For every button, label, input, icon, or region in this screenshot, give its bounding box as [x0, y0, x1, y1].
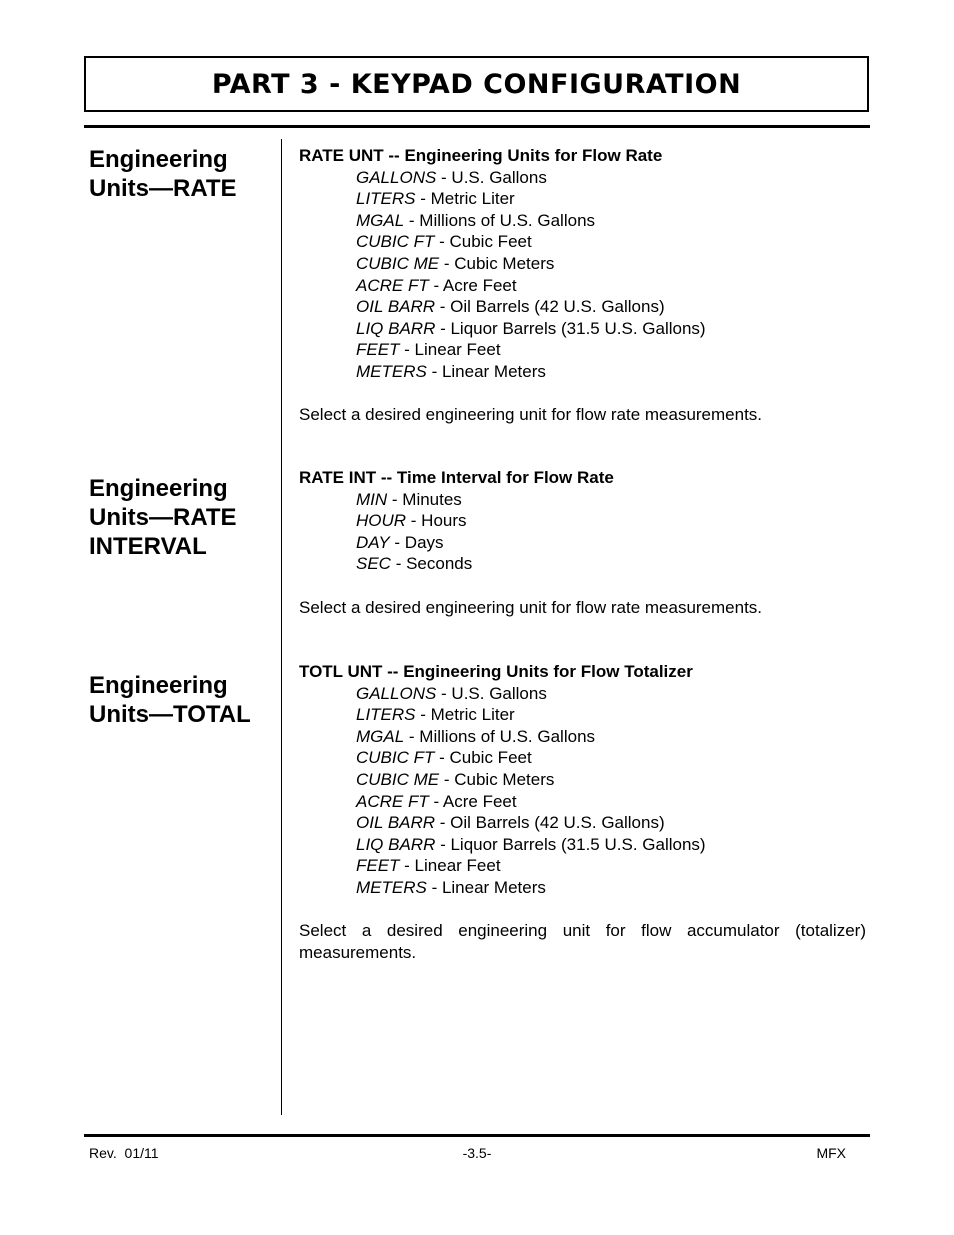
- unit-code: OIL BARR: [356, 813, 436, 833]
- section-total-units: [299, 661, 866, 963]
- unit-item: [299, 769, 866, 791]
- side-heading-line: Units—TOTAL: [89, 701, 251, 728]
- unit-item: [299, 812, 866, 834]
- column-divider: [281, 139, 282, 1115]
- unit-item: [299, 489, 866, 511]
- page-title: PART 3 - KEYPAD CONFIGURATION: [211, 69, 742, 100]
- side-heading-line: Engineering: [89, 146, 228, 173]
- bottom-rule: [84, 1134, 870, 1137]
- unit-item: [299, 855, 866, 877]
- side-heading-line: Units—RATE: [89, 504, 237, 531]
- unit-item: [299, 791, 866, 813]
- unit-item: [299, 683, 866, 705]
- unit-desc: - Linear Feet: [399, 340, 501, 360]
- side-heading-line: INTERVAL: [89, 533, 207, 560]
- footer-page-number: -3.5-: [462, 1145, 492, 1161]
- unit-desc: - Metric Liter: [415, 189, 515, 209]
- side-heading-line: Engineering: [89, 475, 228, 502]
- unit-desc: - Cubic Feet: [434, 748, 532, 768]
- section-note: Select a desired engineering unit for flow rate measurements.: [299, 597, 763, 617]
- unit-code: MIN: [356, 489, 388, 509]
- unit-desc: - U.S. Gallons: [436, 683, 547, 703]
- section-title: TOTL UNT -- Engineering Units for Flow Totalizer: [299, 662, 693, 681]
- unit-desc: - Cubic Meters: [439, 769, 555, 789]
- unit-item: [299, 747, 866, 769]
- unit-code: MGAL: [356, 726, 405, 746]
- page-title-box: [84, 56, 869, 112]
- unit-desc: - Millions of U.S. Gallons: [404, 210, 596, 230]
- unit-item: [299, 231, 866, 253]
- unit-item: [299, 253, 866, 275]
- section-title: RATE UNT -- Engineering Units for Flow Rate: [299, 146, 663, 165]
- unit-item: [299, 510, 866, 532]
- section-note: Select a desired engineering unit for flow rate measurements.: [299, 405, 763, 425]
- unit-item: [299, 210, 866, 232]
- side-heading-line: Units—RATE: [89, 175, 237, 202]
- side-heading-rate: [89, 145, 274, 203]
- unit-code: GALLONS: [356, 167, 437, 187]
- unit-code: CUBIC FT: [356, 748, 435, 768]
- top-rule: [84, 125, 870, 128]
- unit-desc: - Linear Meters: [426, 877, 546, 897]
- unit-item: [299, 188, 866, 210]
- unit-code: ACRE FT: [356, 275, 429, 295]
- unit-desc: - Liquor Barrels (31.5 U.S. Gallons): [435, 318, 706, 338]
- unit-desc: - Cubic Feet: [434, 232, 532, 252]
- unit-code: GALLONS: [356, 683, 437, 703]
- unit-code: OIL BARR: [356, 297, 436, 317]
- unit-code: LIQ BARR: [356, 318, 436, 338]
- unit-desc: - Oil Barrels (42 U.S. Gallons): [435, 813, 665, 833]
- unit-desc: - U.S. Gallons: [436, 167, 547, 187]
- unit-desc: - Days: [389, 532, 444, 552]
- footer-product: MFX: [816, 1145, 846, 1161]
- side-heading-rate-interval: [89, 474, 274, 561]
- unit-code: ACRE FT: [356, 791, 429, 811]
- unit-code: DAY: [356, 532, 390, 552]
- unit-item: [299, 296, 866, 318]
- unit-item: [299, 553, 866, 575]
- section-title: RATE INT -- Time Interval for Flow Rate: [299, 468, 614, 487]
- unit-code: LIQ BARR: [356, 834, 436, 854]
- unit-desc: - Metric Liter: [415, 705, 515, 725]
- unit-code: CUBIC FT: [356, 232, 435, 252]
- unit-desc: - Seconds: [390, 554, 473, 574]
- unit-desc: - Hours: [406, 511, 467, 531]
- section-rate-units: [299, 145, 866, 426]
- side-heading-line: Engineering: [89, 672, 228, 699]
- unit-code: FEET: [356, 340, 400, 360]
- unit-code: CUBIC ME: [356, 253, 440, 273]
- unit-desc: - Acre Feet: [428, 275, 517, 295]
- unit-code: HOUR: [356, 511, 407, 531]
- unit-item: [299, 877, 866, 899]
- unit-code: FEET: [356, 856, 400, 876]
- unit-code: METERS: [356, 361, 427, 381]
- unit-item: [299, 361, 866, 383]
- unit-item: [299, 339, 866, 361]
- unit-desc: - Liquor Barrels (31.5 U.S. Gallons): [435, 834, 706, 854]
- unit-desc: - Oil Barrels (42 U.S. Gallons): [435, 297, 665, 317]
- footer-revision: Rev. 01/11: [89, 1145, 159, 1161]
- unit-item: [299, 704, 866, 726]
- unit-desc: - Linear Feet: [399, 856, 501, 876]
- unit-item: [299, 275, 866, 297]
- unit-desc: - Linear Meters: [426, 361, 546, 381]
- unit-item: [299, 726, 866, 748]
- unit-code: SEC: [356, 554, 391, 574]
- unit-desc: - Acre Feet: [428, 791, 517, 811]
- unit-desc: - Cubic Meters: [439, 253, 555, 273]
- side-heading-total: [89, 671, 274, 729]
- unit-item: [299, 167, 866, 189]
- unit-item: [299, 532, 866, 554]
- unit-code: MGAL: [356, 210, 405, 230]
- unit-code: LITERS: [356, 189, 416, 209]
- unit-code: LITERS: [356, 705, 416, 725]
- section-note: Select a desired engineering unit for flow accumulator (totalizer) measurements.: [299, 921, 866, 962]
- unit-code: METERS: [356, 877, 427, 897]
- unit-desc: - Minutes: [387, 489, 462, 509]
- unit-code: CUBIC ME: [356, 769, 440, 789]
- unit-item: [299, 318, 866, 340]
- unit-desc: - Millions of U.S. Gallons: [404, 726, 596, 746]
- section-rate-interval: [299, 467, 866, 618]
- unit-item: [299, 834, 866, 856]
